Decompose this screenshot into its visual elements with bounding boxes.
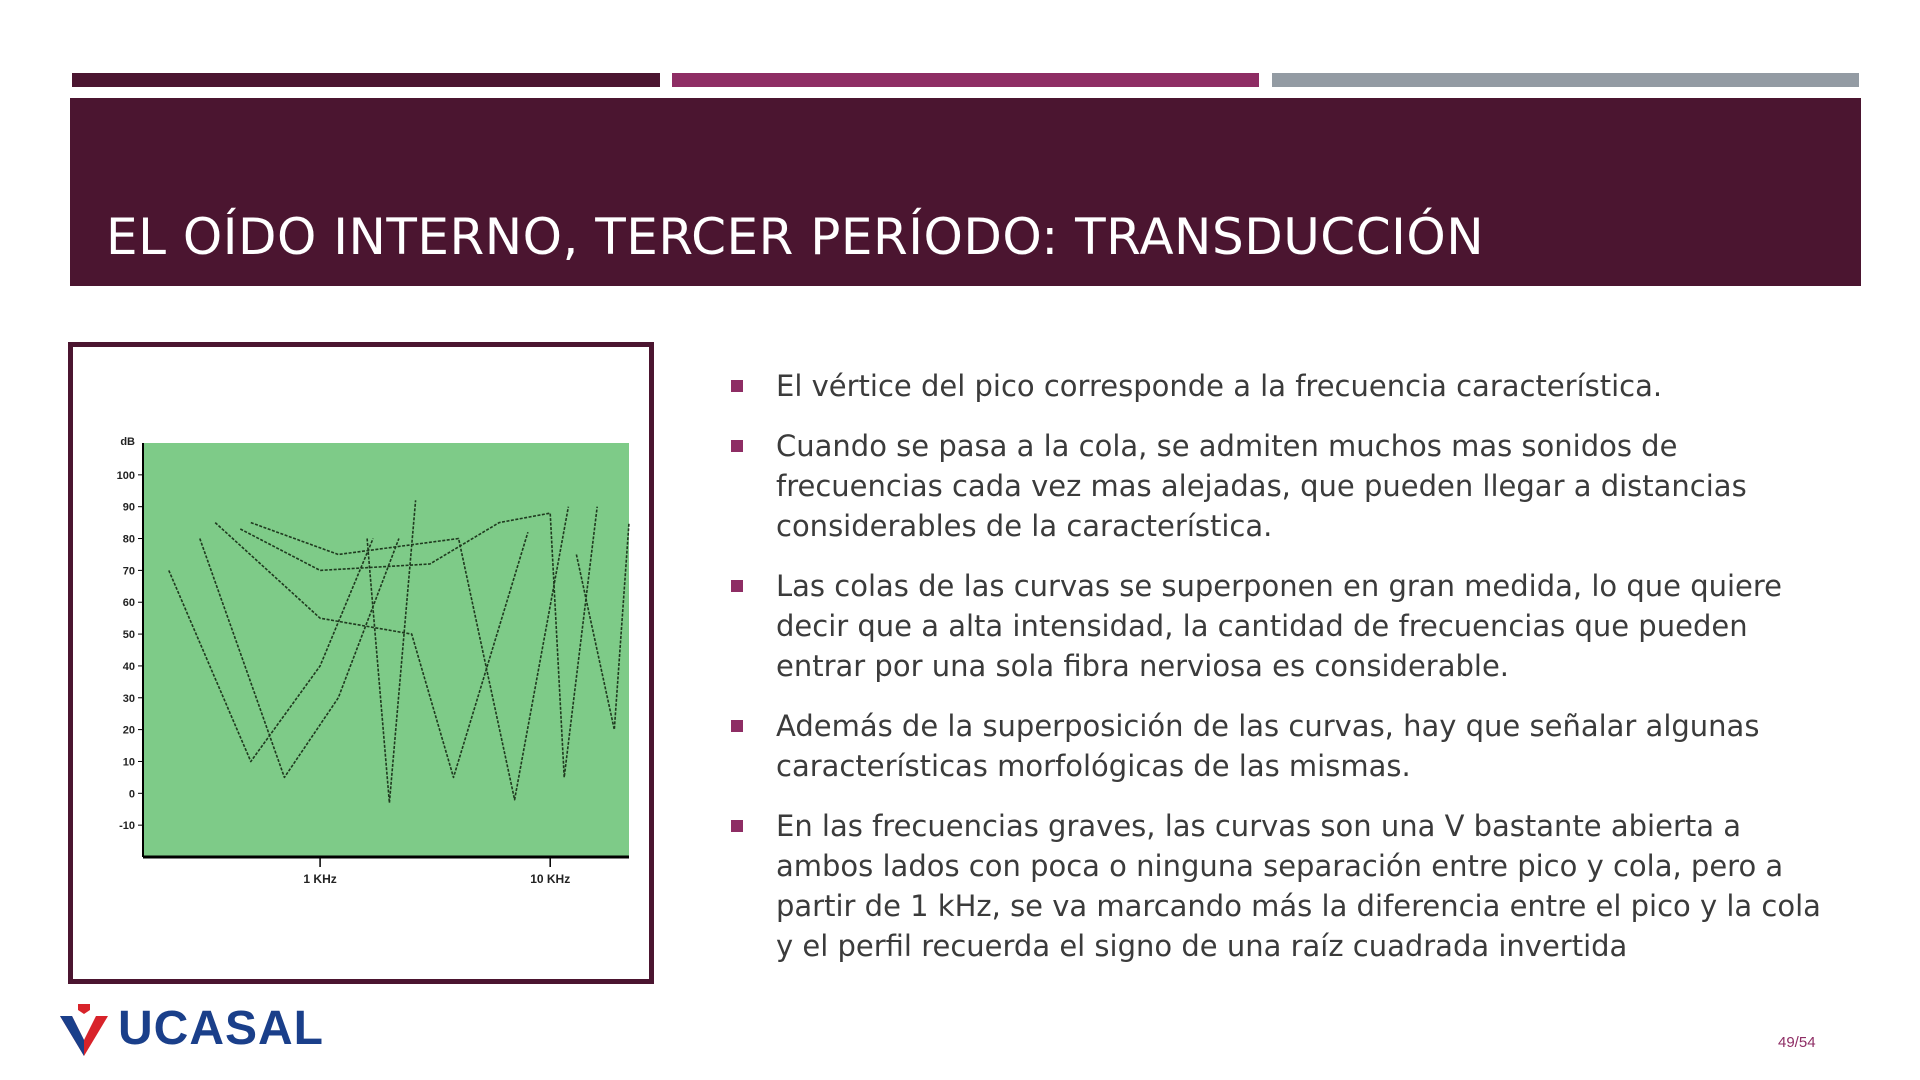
- title-band: [70, 98, 1861, 286]
- bullet-item: [730, 706, 1840, 786]
- bullet-square-icon: [731, 440, 743, 452]
- bullet-text: En las frecuencias graves, las curvas son una V bastante abierta a ambos lados con poca o ninguna separación entre pico y cola, pero a partir de 1 kHz, se va marcando más la diferencia entre el pico y la cola y el perfil recuerda el signo de una raíz cuadrada invertida: [776, 809, 1821, 963]
- y-tick-label: 40: [122, 660, 135, 673]
- tuning-curves-chart: [73, 347, 649, 979]
- logo-text: UCASAL: [118, 1002, 324, 1055]
- y-tick-label: -10: [119, 820, 135, 833]
- y-tick-label: 90: [122, 501, 135, 514]
- x-tick-label: 10 KHz: [530, 872, 571, 886]
- y-tick-label: 30: [122, 692, 135, 705]
- bullet-text: El vértice del pico corresponde a la frecuencia característica.: [776, 369, 1663, 403]
- bullet-item: [730, 366, 1840, 406]
- bullet-square-icon: [731, 380, 743, 392]
- y-tick-label: 20: [122, 724, 135, 737]
- x-tick-label: 1 KHz: [303, 872, 337, 886]
- y-tick-label: 100: [116, 469, 135, 482]
- plot-background: [143, 443, 629, 857]
- bullet-text: Además de la superposición de las curvas, hay que señalar algunas características morfológicas de las mismas.: [776, 709, 1760, 783]
- top-decor-bar-gray: [1272, 73, 1859, 87]
- bullet-square-icon: [731, 820, 743, 832]
- tuning-curves-figure: [68, 342, 654, 984]
- y-tick-label: 0: [128, 788, 135, 801]
- y-tick-label: 80: [122, 533, 135, 546]
- ucasal-shield-icon: [58, 1002, 110, 1058]
- bullet-list: [730, 366, 1840, 986]
- y-tick-label: 50: [122, 629, 135, 642]
- bullet-text: Las colas de las curvas se superponen en gran medida, lo que quiere decir que a alta intensidad, la cantidad de frecuencias que pueden entrar por una sola fibra nerviosa es considerable.: [776, 569, 1783, 683]
- y-axis-label: dB: [120, 436, 135, 448]
- bullet-square-icon: [731, 580, 743, 592]
- y-tick-label: 60: [122, 597, 135, 610]
- top-decor-bar-accent: [672, 73, 1259, 87]
- bullet-square-icon: [731, 720, 743, 732]
- y-tick-label: 10: [122, 756, 135, 769]
- ucasal-logo: [58, 1000, 338, 1060]
- bullet-item: [730, 566, 1840, 686]
- top-decor-bar-dark: [72, 73, 660, 87]
- bullet-text: Cuando se pasa a la cola, se admiten muchos mas sonidos de frecuencias cada vez mas alejadas, que pueden llegar a distancias considerables de la característica.: [776, 429, 1747, 543]
- y-tick-label: 70: [122, 565, 135, 578]
- bullet-item: [730, 426, 1840, 546]
- page-number: 49/54: [1778, 1034, 1816, 1051]
- slide-title: EL OÍDO INTERNO, TERCER PERÍODO: TRANSDUCCIÓN: [106, 208, 1485, 266]
- bullet-item: [730, 806, 1840, 966]
